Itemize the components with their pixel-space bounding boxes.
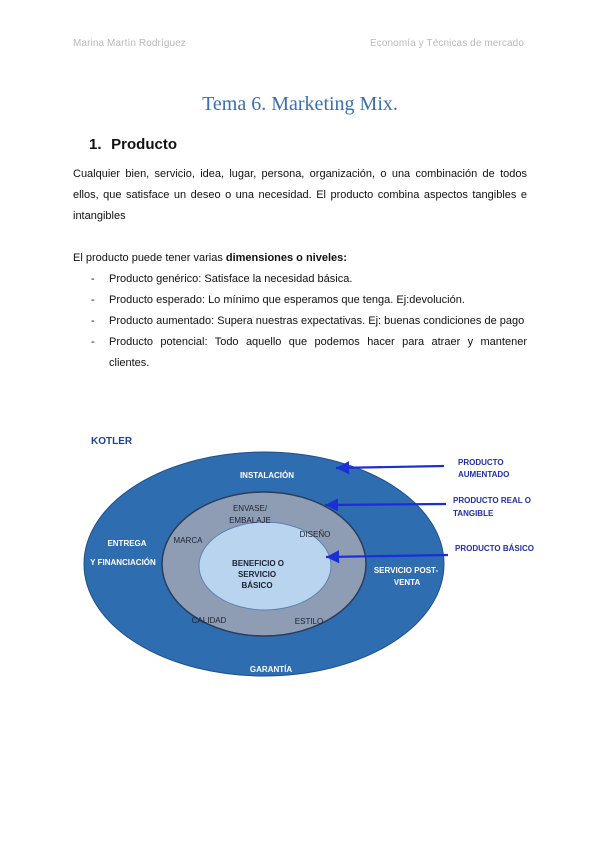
section-heading — [89, 136, 177, 153]
section-title: Producto — [111, 136, 178, 153]
outer-label-after-sales-2: VENTA — [393, 578, 421, 587]
kotler-product-levels-diagram — [0, 420, 600, 710]
callout-augmented-2: AUMENTADO — [458, 470, 510, 479]
dash-bullet: - — [91, 294, 95, 306]
levels-intro-bold: dimensiones o niveles: — [225, 252, 347, 264]
middle-label-packaging: ENVASE/ — [232, 504, 268, 513]
core-label-line1: BENEFICIO O — [231, 559, 285, 568]
page-title: Tema 6. Marketing Mix. — [202, 93, 398, 115]
outer-label-installation: INSTALACIÓN — [239, 471, 295, 480]
list-item-text: Producto potencial: Todo aquello que podemos hacer para atraer y mantener clientes. — [109, 336, 527, 369]
list-item-text: Producto genérico: Satisface la necesidad básica. — [109, 273, 353, 285]
callout-basic: PRODUCTO BÁSICO — [455, 544, 534, 553]
callout-tangible: PRODUCTO REAL O — [453, 496, 531, 505]
dash-bullet: - — [91, 336, 95, 348]
outer-label-financing: Y FINANCIACIÓN — [90, 558, 156, 567]
header-author: Marina Martín Rodríguez — [73, 38, 186, 49]
list-item-text: Producto aumentado: Supera nuestras expectativas. Ej: buenas condiciones de pago — [109, 315, 525, 327]
dash-bullet: - — [91, 273, 95, 285]
outer-label-after-sales: SERVICIO POST- — [373, 566, 439, 575]
levels-intro — [73, 248, 527, 269]
list-item — [73, 332, 527, 374]
list-item — [73, 269, 527, 290]
middle-label-design: DISEÑO — [299, 530, 331, 539]
callout-tangible-2: TANGIBLE — [453, 509, 494, 518]
middle-label-packaging-2: EMBALAJE — [229, 516, 271, 525]
callout-augmented: PRODUCTO — [458, 458, 504, 467]
core-label-line2: SERVICIO — [237, 570, 277, 579]
outer-label-delivery: ENTREGA — [107, 539, 147, 548]
levels-list — [73, 269, 527, 374]
levels-intro-text: El producto puede tener varias — [73, 252, 226, 264]
header-course: Economía y Técnicas de mercado — [369, 38, 524, 49]
list-item — [73, 311, 527, 332]
middle-label-brand: MARCA — [173, 536, 203, 545]
diagram-source-label: KOTLER — [91, 436, 133, 447]
dash-bullet: - — [91, 315, 95, 327]
arrow-tangible — [325, 504, 446, 505]
section-number: 1. — [89, 136, 102, 153]
product-definition: Cualquier bien, servicio, idea, lugar, persona, organización, o una combinación de todos ellos, que satisface un deseo o una necesidad. El producto combina aspectos tangibles e intangibles — [73, 168, 527, 222]
list-item — [73, 290, 527, 311]
middle-label-quality: CALIDAD — [191, 616, 227, 625]
list-item-text: Producto esperado: Lo mínimo que esperamos que tenga. Ej:devolución. — [109, 294, 465, 306]
middle-label-style: ESTILO — [294, 617, 324, 626]
outer-label-warranty: GARANTÍA — [249, 665, 293, 674]
core-label-line3: BÁSICO — [241, 581, 273, 590]
